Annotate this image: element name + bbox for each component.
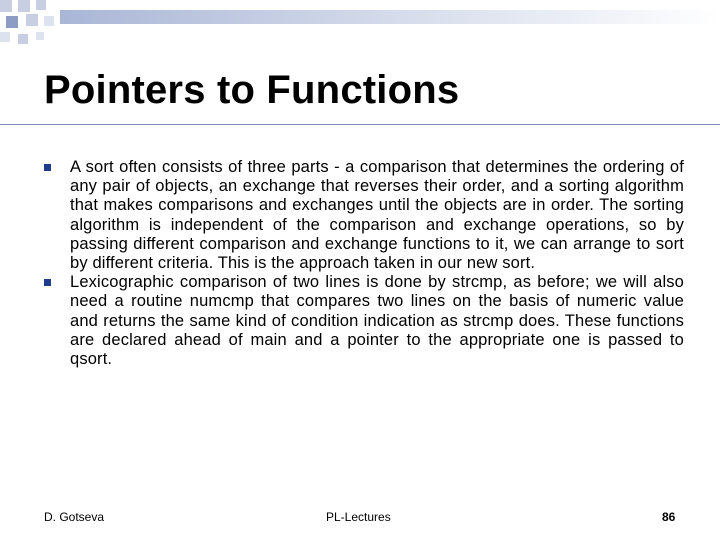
header-gradient-bar bbox=[60, 10, 720, 24]
footer-course: PL-Lectures bbox=[326, 510, 391, 524]
bullet-text: Lexicographic comparison of two lines is done by strcmp, as before; we will also need a routine numcmp that compares two lines on the basis of numeric value and returns the same kind of condition indication as strcmp does. These functions are declared ahead of main and a pointer to the appropriate one is passed to qsort. bbox=[70, 273, 684, 369]
slide-title: Pointers to Functions bbox=[44, 68, 460, 112]
square-bullet-icon bbox=[44, 279, 51, 286]
bullet-list bbox=[44, 158, 684, 369]
title-divider bbox=[0, 124, 720, 125]
square-bullet-icon bbox=[44, 164, 51, 171]
header-decoration bbox=[0, 0, 720, 56]
bullet-item bbox=[44, 273, 684, 369]
page-number: 86 bbox=[662, 510, 676, 524]
bullet-text: A sort often consists of three parts - a comparison that determines the ordering of any pair of objects, an exchange that reverses their order, and a sorting algorithm that makes comparisons and exchanges until the objects are in order. The sorting algorithm is independent of the comparison and exchange operations, so by passing different comparison and exchange functions to it, we can arrange to sort by different criteria. This is the approach taken in our new sort. bbox=[70, 158, 684, 273]
footer-author: D. Gotseva bbox=[44, 510, 105, 524]
header-squares bbox=[0, 0, 54, 44]
bullet-item bbox=[44, 158, 684, 273]
